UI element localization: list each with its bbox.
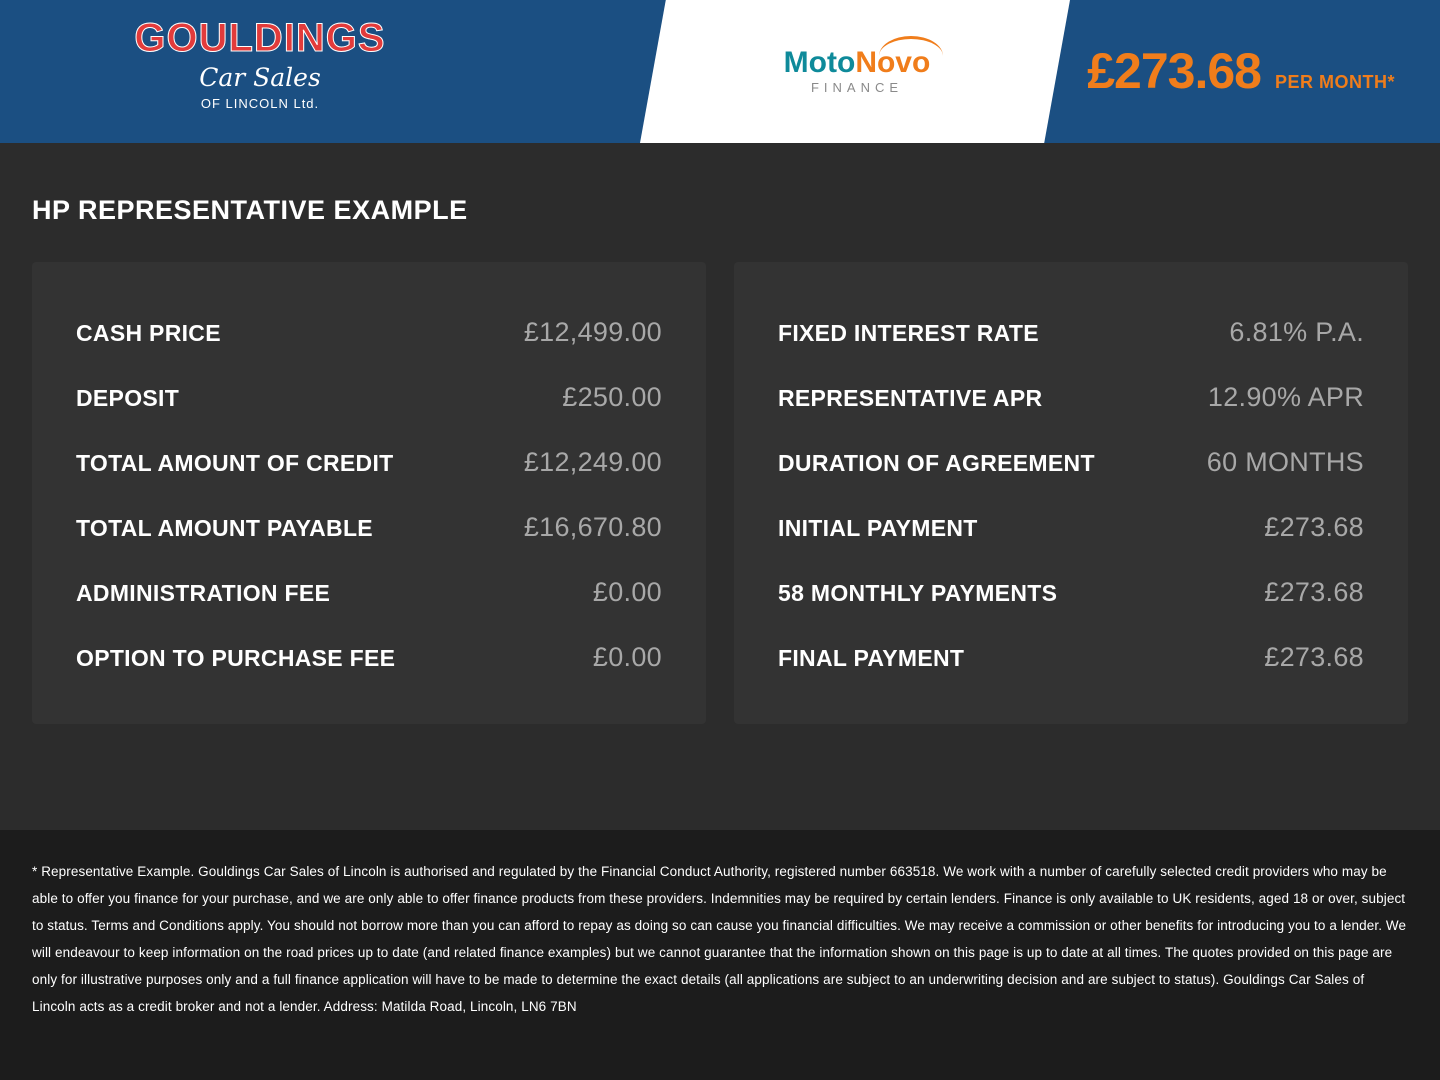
row-label: CASH PRICE	[76, 320, 221, 346]
row-label: DEPOSIT	[76, 385, 180, 411]
example-cards	[32, 262, 1408, 724]
table-row	[778, 430, 1364, 495]
finance-brand-sub: FINANCE	[810, 80, 904, 95]
row-label: ADMINISTRATION FEE	[76, 580, 331, 606]
row-value: £273.68	[1264, 577, 1364, 607]
page-header	[0, 0, 1440, 143]
table-row	[778, 495, 1364, 560]
row-value: £0.00	[592, 642, 662, 672]
row-value: £16,670.80	[523, 512, 662, 542]
table-row	[76, 625, 662, 690]
dealer-logo	[110, 18, 410, 111]
dealer-tagline: Car Sales	[199, 63, 321, 92]
left-details-card	[32, 262, 706, 724]
row-label: FIXED INTEREST RATE	[778, 320, 1039, 346]
table-row	[778, 560, 1364, 625]
disclaimer-text: * Representative Example. Gouldings Car Sales of Lincoln is authorised and regulated by the Financial Conduct Authority, registered number 663518. We work with a number of carefully selected credit providers who may be able to offer you finance for your purchase, and we are only able to offer finance products from these providers. Indemnities may be required by certain lenders. Finance is only available to UK residents, aged 18 or over, subject to status. Terms and Conditions apply. You should not borrow more than you can afford to repay as doing so can cause you financial difficulties. We may receive a commission or other benefits for introducing you to a lender. We will endeavour to keep information on the road prices up to date (and related finance examples) but we cannot guarantee that the information shown on this page is up to date at all times. The quotes provided on this page are only for illustrative purposes only and a full finance application will have to be made to determine the exact details (all applications are subject to an underwriting decision and are subject to status). Gouldings Car Sales of Lincoln acts as a credit broker and not a lender. Address: Matilda Road, Lincoln, LN6 7BN	[32, 864, 1407, 1014]
dealer-location: OF LINCOLN Ltd.	[200, 95, 320, 111]
row-value: £12,249.00	[523, 447, 662, 477]
finance-brand-novo: Novo	[855, 46, 931, 79]
row-value: 60 MONTHS	[1206, 447, 1364, 477]
row-value: 12.90% APR	[1207, 382, 1364, 412]
table-row	[76, 495, 662, 560]
table-row	[76, 365, 662, 430]
table-row	[778, 300, 1364, 365]
table-row	[778, 625, 1364, 690]
row-label: FINAL PAYMENT	[778, 645, 965, 671]
row-label: TOTAL AMOUNT OF CREDIT	[76, 450, 394, 476]
finance-brand-moto: Moto	[783, 46, 856, 79]
table-row	[76, 560, 662, 625]
monthly-price-period: PER MONTH*	[1274, 72, 1395, 92]
row-value: 6.81% P.A.	[1229, 317, 1364, 347]
motonovo-finance-logo	[757, 48, 957, 95]
table-row	[778, 365, 1364, 430]
dealer-name: GOULDINGS	[134, 16, 386, 60]
monthly-price-block	[1087, 42, 1395, 100]
row-value: £273.68	[1264, 642, 1364, 672]
row-label: DURATION OF AGREEMENT	[778, 450, 1095, 476]
monthly-price-amount: £273.68	[1087, 43, 1261, 99]
row-label: OPTION TO PURCHASE FEE	[76, 645, 396, 671]
table-row	[76, 300, 662, 365]
row-label: 58 MONTHLY PAYMENTS	[778, 580, 1058, 606]
row-value: £273.68	[1264, 512, 1364, 542]
row-value: £12,499.00	[523, 317, 662, 347]
row-value: £0.00	[592, 577, 662, 607]
table-row	[76, 430, 662, 495]
finance-brand	[757, 48, 957, 78]
row-label: INITIAL PAYMENT	[778, 515, 978, 541]
right-details-card	[734, 262, 1408, 724]
page-title: HP REPRESENTATIVE EXAMPLE	[32, 195, 468, 225]
row-value: £250.00	[562, 382, 662, 412]
page-footer	[0, 830, 1440, 1080]
main-content	[0, 143, 1440, 830]
row-label: TOTAL AMOUNT PAYABLE	[76, 515, 373, 541]
row-label: REPRESENTATIVE APR	[778, 385, 1043, 411]
